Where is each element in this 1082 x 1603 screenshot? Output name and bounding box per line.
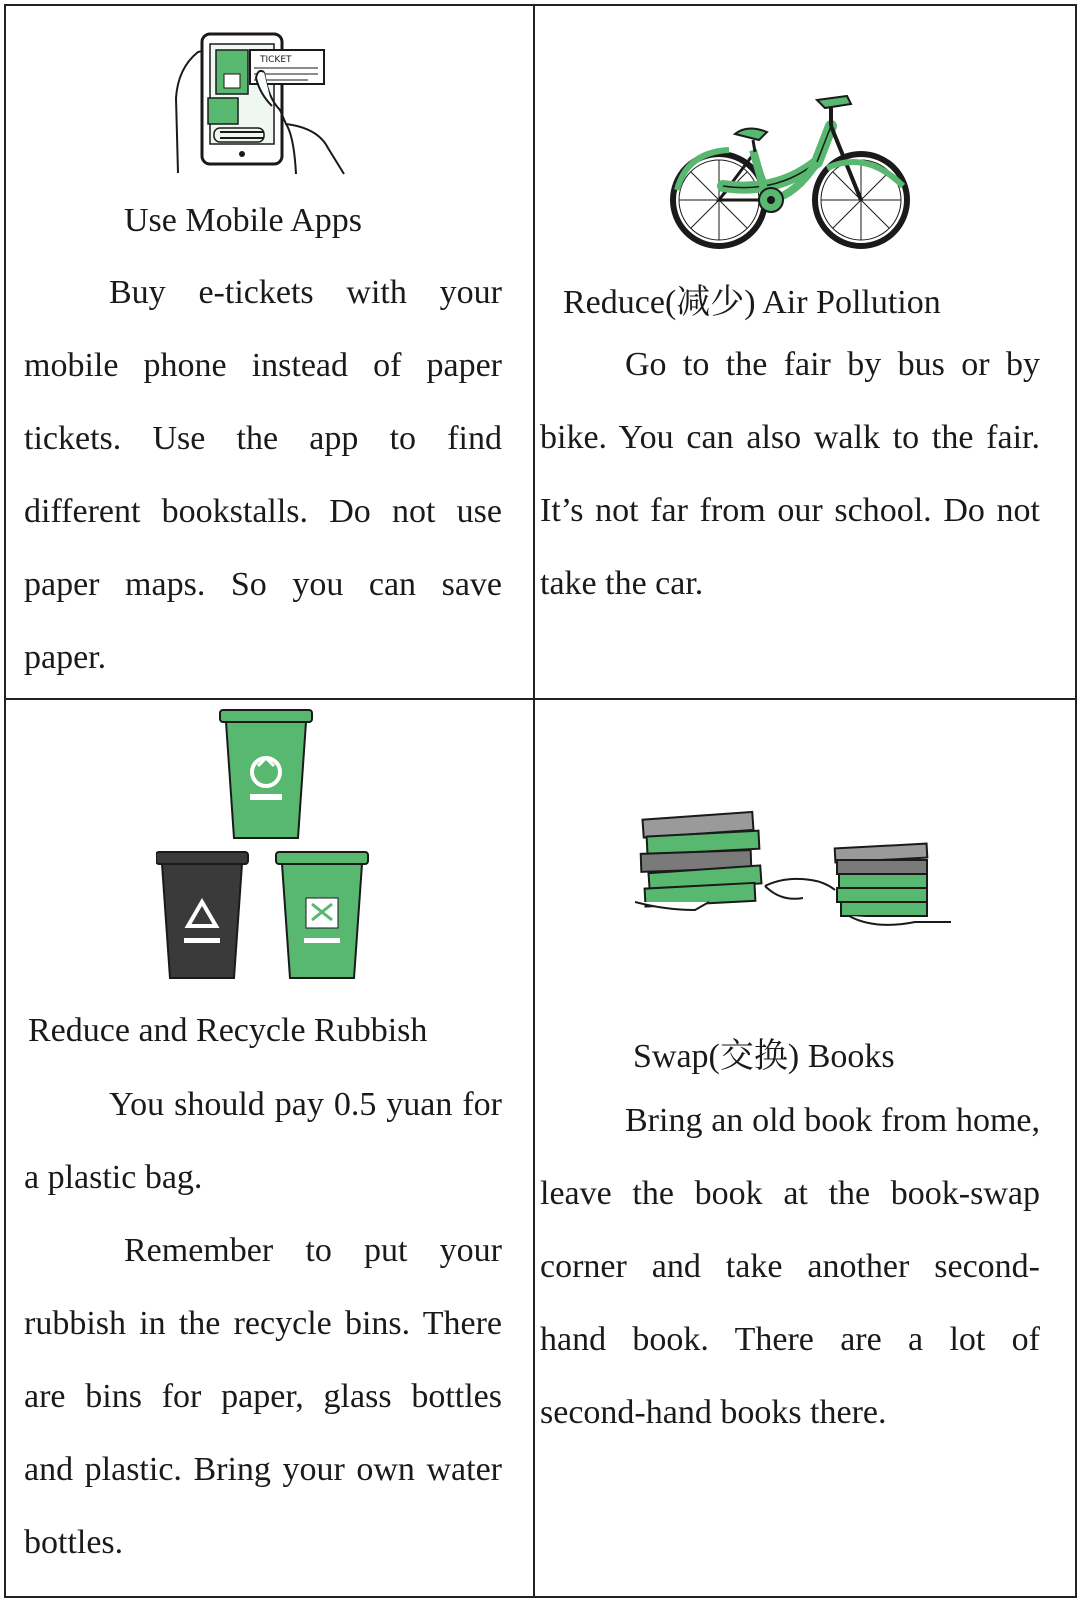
card-mobile-apps bbox=[6, 6, 533, 698]
card-body: Go to the fair by bus or by bike. You can also walk to the fair. It’s not far from our school. Do not take the car. bbox=[540, 346, 1040, 602]
card-body: Buy e-tickets with your mobile phone instead of paper tickets. Use the app to find different bookstalls. Do not use paper maps. So you can save paper. bbox=[24, 274, 502, 676]
bicycle-icon bbox=[667, 90, 911, 250]
tips-grid bbox=[4, 4, 1077, 1598]
card-body: Bring an old book from home, leave the book at the book-swap corner and take another second-hand book. There are a lot of second-hand books there. bbox=[540, 1102, 1040, 1431]
phone-e-ticket-icon bbox=[168, 28, 358, 176]
card-recycle-rubbish bbox=[6, 700, 533, 1596]
card-title: Swap(交换) Books bbox=[633, 1038, 895, 1075]
card-air-pollution bbox=[535, 6, 1075, 698]
book-swap-hands-icon bbox=[635, 810, 955, 934]
card-body-second: Remember to put your rubbish in the recycle bins. There are bins for paper, glass bottles and plastic. Bring your own water bottles. bbox=[24, 1232, 502, 1561]
card-title: Reduce and Recycle Rubbish bbox=[28, 1012, 428, 1049]
svg-text:TICKET: TICKET bbox=[260, 55, 292, 65]
card-title: Use Mobile Apps bbox=[124, 202, 362, 239]
card-swap-books bbox=[535, 700, 1075, 1596]
card-title: Reduce(减少) Air Pollution bbox=[563, 284, 941, 321]
card-body: You should pay 0.5 yuan for a plastic bag. bbox=[24, 1086, 502, 1196]
recycle-bins-icon bbox=[156, 706, 376, 982]
